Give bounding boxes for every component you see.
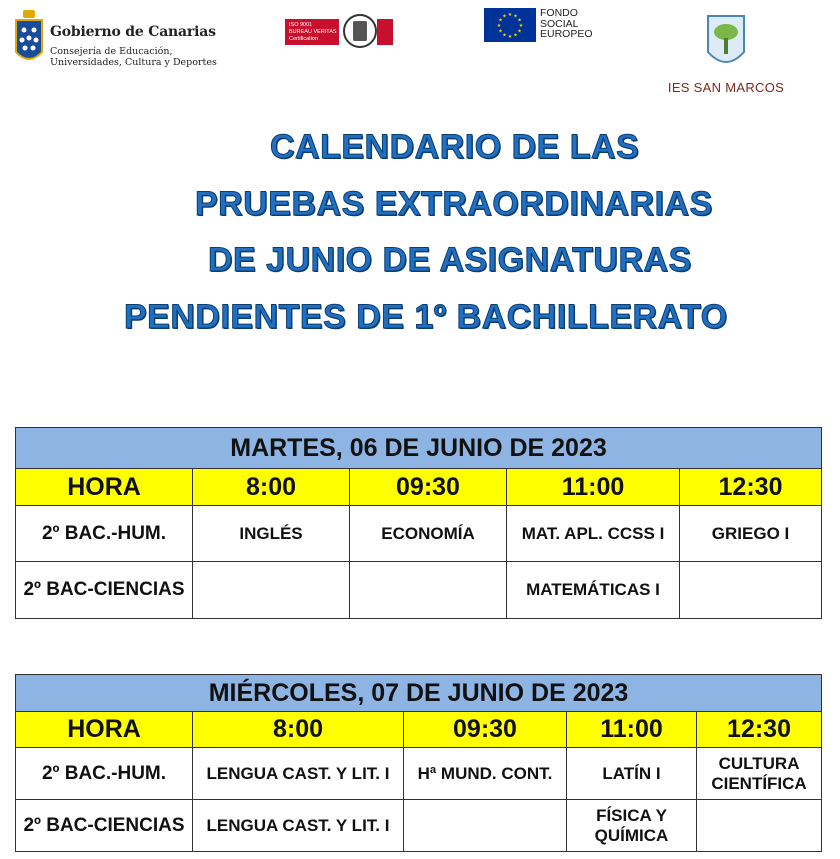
eu-flag-icon — [484, 8, 536, 42]
subject-cell: Hª MUND. CONT. — [404, 748, 567, 800]
school-name: IES SAN MARCOS — [667, 80, 785, 95]
eu-line-2: SOCIAL — [540, 17, 579, 30]
subject-cell: ECONOMÍA — [350, 506, 507, 562]
iso-line-1: ISO 9001 — [289, 22, 313, 28]
svg-text:★: ★ — [502, 13, 507, 20]
day-header-row — [16, 675, 822, 712]
iso-box — [285, 19, 339, 45]
svg-text:★: ★ — [513, 13, 518, 20]
day-header-row — [16, 428, 822, 469]
svg-text:★: ★ — [498, 17, 503, 24]
subject-cell: FÍSICA Y QUÍMICA — [567, 800, 697, 852]
iso-line-2: BUREAU VERITAS — [289, 29, 337, 35]
table-row — [16, 506, 822, 562]
hour-header-row — [16, 712, 822, 748]
eu-text — [540, 8, 593, 40]
subject-cell: MAT. APL. CCSS I — [507, 506, 680, 562]
svg-text:★: ★ — [507, 12, 513, 18]
iso-certification-logo — [285, 14, 393, 50]
hour-cell: 11:00 — [507, 469, 680, 506]
eu-line-3: EUROPEO — [540, 28, 593, 40]
title-line-3: DE JUNIO DE ASIGNATURAS — [208, 241, 692, 279]
gobierno-sub-line-1: Consejería de Educación, — [50, 46, 173, 57]
eu-line-1: FONDO — [540, 7, 578, 19]
subject-cell: CULTURA CIENTÍFICA — [697, 748, 822, 800]
schedule-table-tuesday — [15, 427, 822, 619]
fondo-social-europeo-logo — [484, 8, 604, 44]
hour-cell: 8:00 — [193, 469, 350, 506]
group-label: 2º BAC-CIENCIAS — [16, 800, 193, 852]
bureau-veritas-seal-icon — [343, 14, 377, 48]
title-line-1: CALENDARIO DE LAS — [270, 128, 640, 166]
group-label: 2º BAC.-HUM. — [16, 748, 193, 800]
subject-cell: GRIEGO I — [680, 506, 822, 562]
table-row — [16, 562, 822, 619]
group-label: 2º BAC-CIENCIAS — [16, 562, 193, 619]
title-line-2: PRUEBAS EXTRAORDINARIAS — [195, 185, 713, 223]
svg-text:★: ★ — [517, 17, 522, 24]
hour-cell: 8:00 — [193, 712, 404, 748]
table-row — [16, 748, 822, 800]
hour-cell: 09:30 — [350, 469, 507, 506]
hour-cell: 09:30 — [404, 712, 567, 748]
svg-text:★: ★ — [496, 23, 502, 29]
group-label: 2º BAC.-HUM. — [16, 506, 193, 562]
table-row — [16, 800, 822, 852]
day-label: MARTES, 06 DE JUNIO DE 2023 — [230, 433, 607, 462]
school-crest-icon — [706, 14, 746, 72]
hour-label: HORA — [16, 712, 193, 748]
iso-line-3: Certification — [289, 36, 319, 42]
schedule-table-wednesday — [15, 674, 822, 852]
subject-cell: LENGUA CAST. Y LIT. I — [193, 748, 404, 800]
subject-cell — [193, 562, 350, 619]
svg-text:★: ★ — [498, 28, 503, 35]
hour-cell: 12:30 — [697, 712, 822, 748]
hour-label: HORA — [16, 469, 193, 506]
svg-text:★: ★ — [513, 32, 518, 39]
subject-cell — [404, 800, 567, 852]
subject-cell: LATÍN I — [567, 748, 697, 800]
hour-header-row — [16, 469, 822, 506]
subject-cell — [350, 562, 507, 619]
canarias-shield-icon — [14, 10, 44, 68]
gobierno-canarias-logo — [14, 8, 224, 70]
iso-red-band — [377, 19, 393, 45]
svg-text:★: ★ — [502, 32, 507, 39]
day-header — [16, 675, 822, 712]
ies-san-marcos-logo — [664, 14, 788, 100]
day-label: MIÉRCOLES, 07 DE JUNIO DE 2023 — [208, 678, 629, 707]
gobierno-name: Gobierno de Canarias — [50, 24, 216, 40]
header — [0, 0, 840, 110]
subject-cell: LENGUA CAST. Y LIT. I — [193, 800, 404, 852]
title-line-4: PENDIENTES DE 1º BACHILLERATO — [124, 298, 728, 336]
subject-cell: INGLÉS — [193, 506, 350, 562]
hour-cell: 11:00 — [567, 712, 697, 748]
svg-text:★: ★ — [517, 28, 522, 35]
gobierno-sub-line-2: Universidades, Cultura y Deportes — [50, 57, 217, 68]
subject-cell — [680, 562, 822, 619]
day-header — [16, 428, 822, 469]
gobierno-subtitle — [50, 46, 217, 68]
svg-text:★: ★ — [507, 34, 513, 40]
hour-cell: 12:30 — [680, 469, 822, 506]
subject-cell: MATEMÁTICAS I — [507, 562, 680, 619]
subject-cell — [697, 800, 822, 852]
svg-text:★: ★ — [518, 23, 524, 29]
